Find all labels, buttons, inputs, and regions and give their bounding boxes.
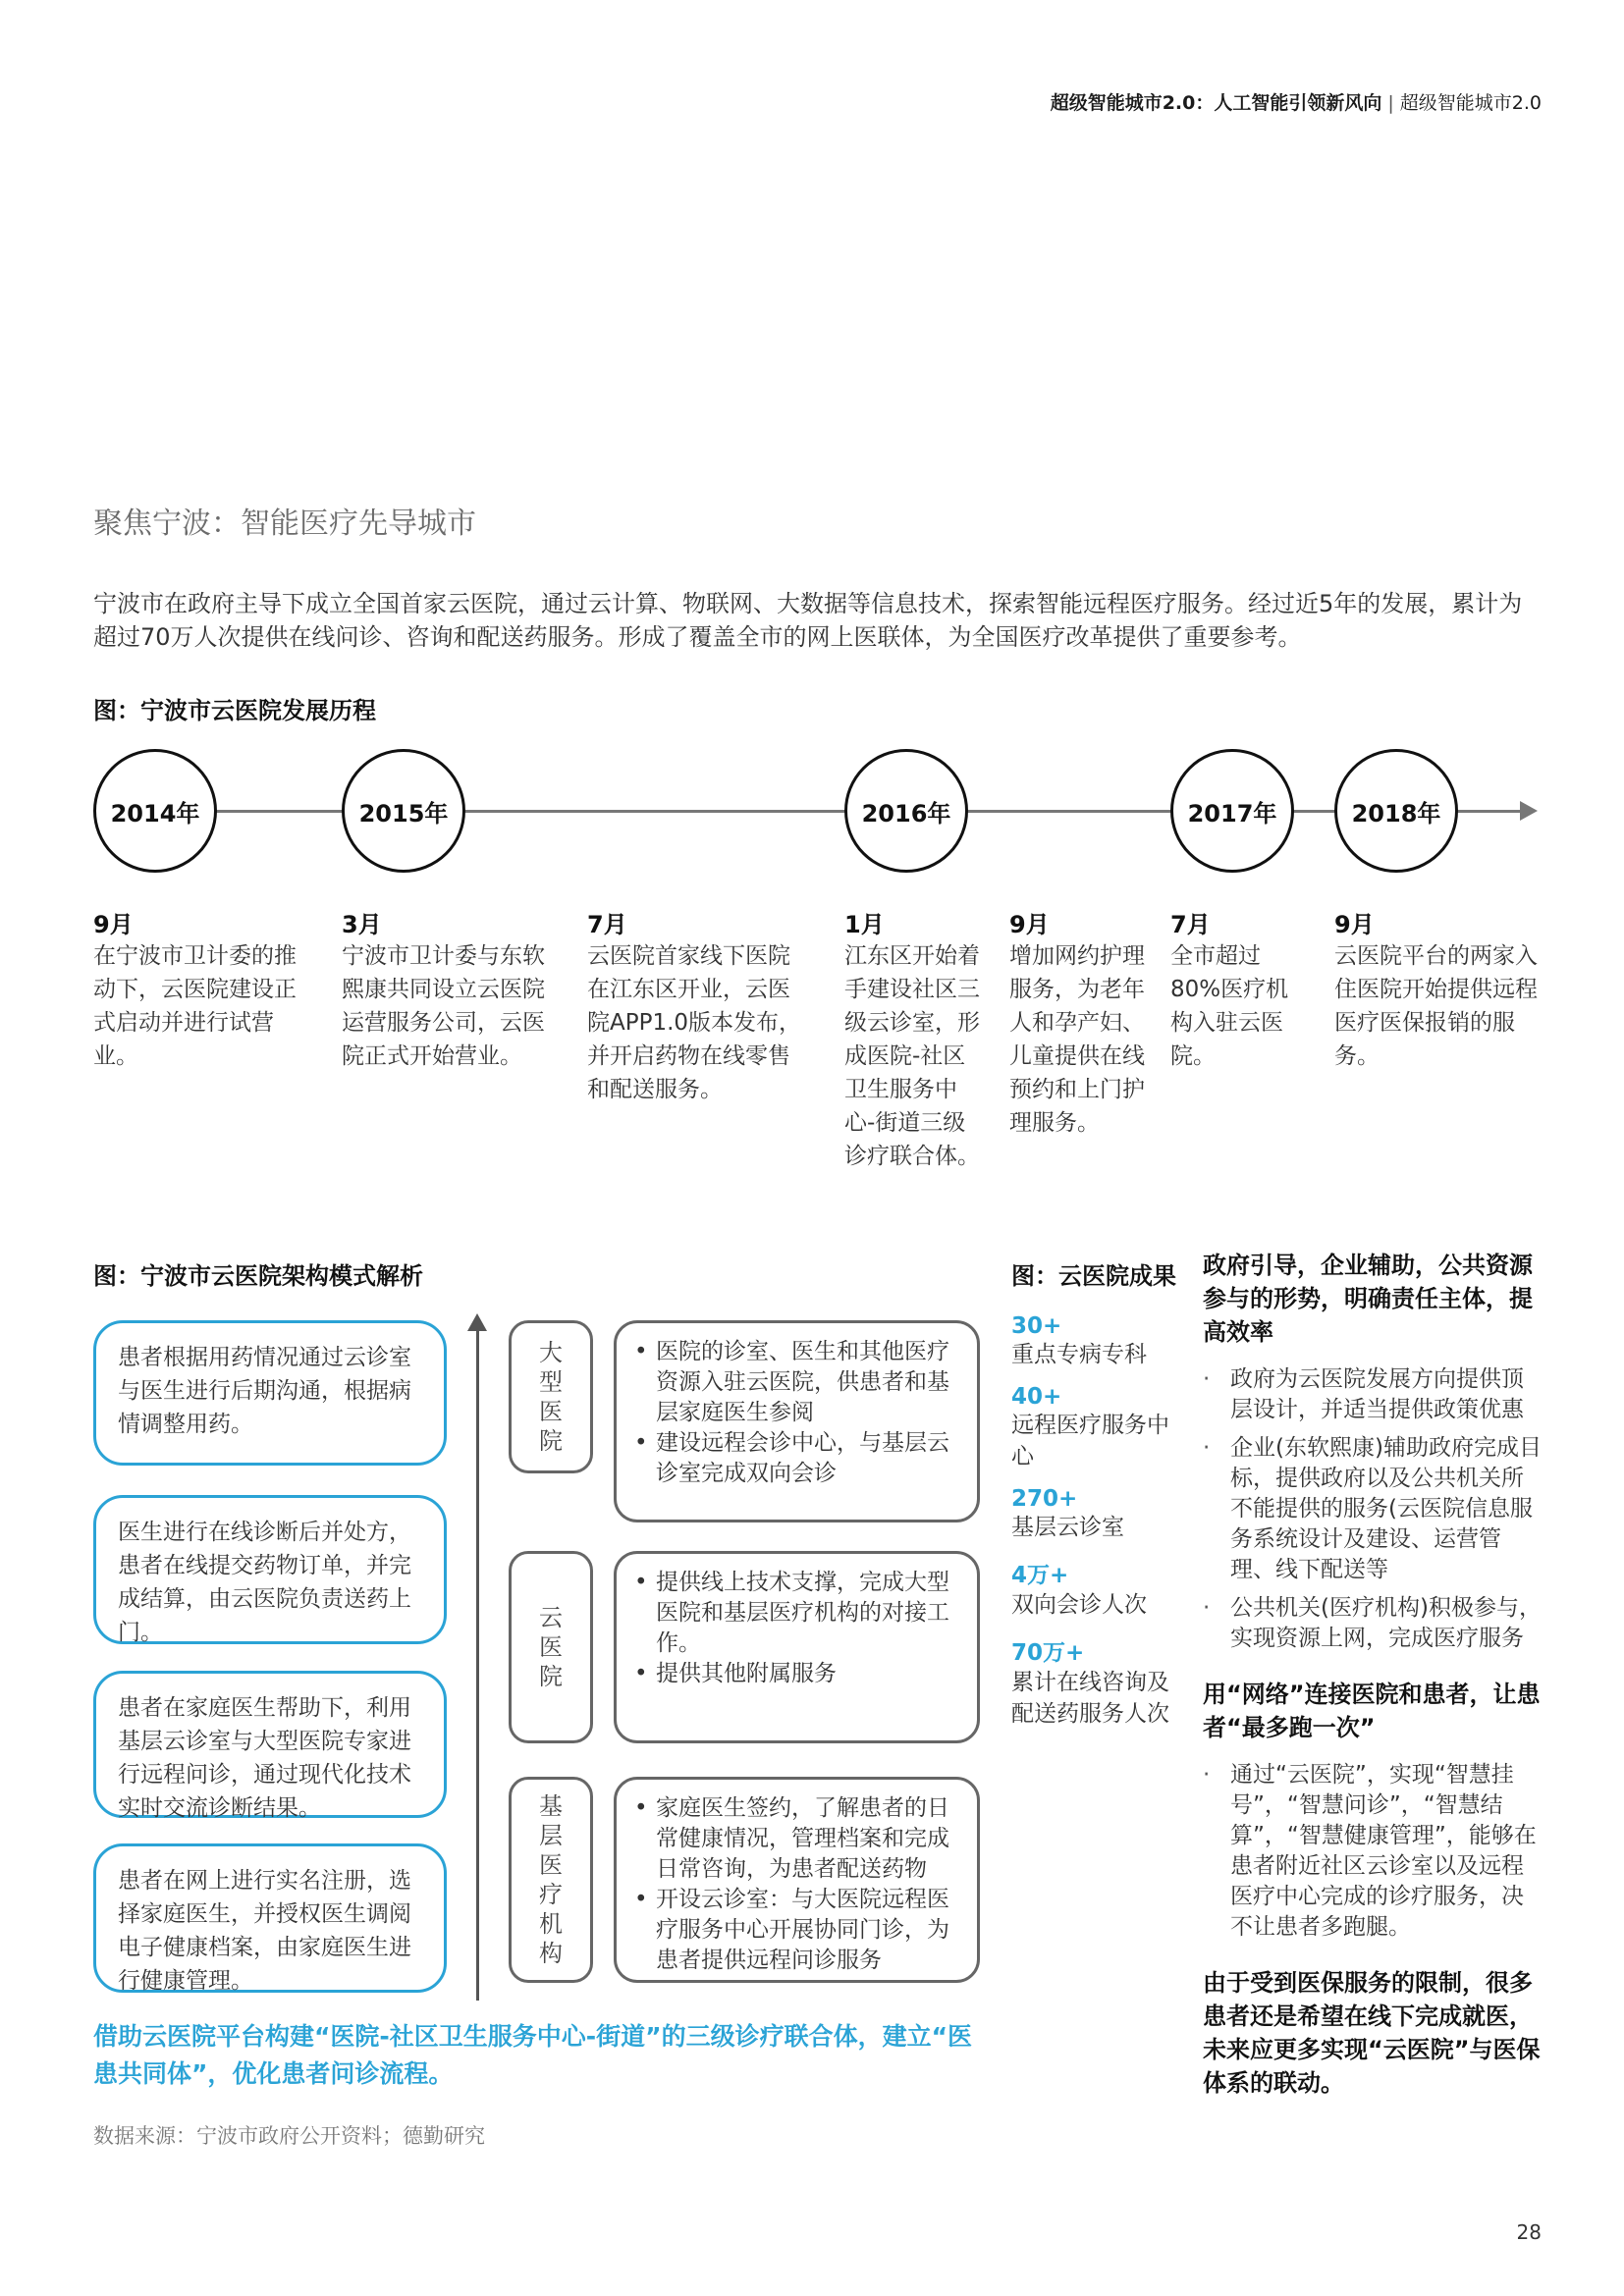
level-large-hospital: 大型医院 xyxy=(509,1320,593,1473)
results-title: 图：云医院成果 xyxy=(1011,1262,1176,1290)
event-month: 9月 xyxy=(93,911,134,938)
bullet-icon: • xyxy=(634,1887,648,1912)
bullet-icon: · xyxy=(1203,1595,1211,1621)
timeline-year-2017: 2017年 xyxy=(1170,749,1294,873)
result-label: 双向会诊人次 xyxy=(1011,1592,1147,1618)
page-number: 28 xyxy=(1516,2220,1542,2244)
bullet-icon: • xyxy=(634,1430,648,1456)
result-value: 270+ xyxy=(1011,1486,1078,1512)
results-list xyxy=(1011,1313,1188,1730)
right-heading-2: 用“网络”连接医院和患者，让患者“最多跑一次” xyxy=(1203,1681,1541,1741)
bullet-icon: • xyxy=(634,1339,648,1364)
event-month: 9月 xyxy=(1009,911,1050,938)
detail-item: 提供线上技术支撑，完成大型医院和基层医疗机构的对接工作。 xyxy=(656,1570,949,1656)
timeline-arrow-icon xyxy=(1520,801,1538,821)
right-item-text: 政府为云医院发展方向提供顶层设计，并适当提供政策优惠 xyxy=(1230,1366,1524,1422)
timeline-event xyxy=(587,905,808,1106)
header-separator: | xyxy=(1387,92,1394,114)
event-text: 云医院平台的两家入住医院开始提供远程医疗医保报销的服务。 xyxy=(1334,943,1538,1069)
timeline-event xyxy=(1009,905,1147,1140)
detail-item: 建设远程会诊中心，与基层云诊室完成双向会诊 xyxy=(656,1430,949,1486)
right-item xyxy=(1203,1593,1542,1654)
right-item-text: 公共机关(医疗机构)积极参与，实现资源上网，完成医疗服务 xyxy=(1230,1595,1542,1651)
bullet-icon: • xyxy=(634,1661,648,1686)
detail-primary-care xyxy=(614,1777,980,1983)
right-item xyxy=(1203,1433,1542,1585)
bullet-icon: · xyxy=(1203,1762,1211,1788)
detail-item: 提供其他附属服务 xyxy=(656,1661,837,1686)
detail-large-hospital xyxy=(614,1320,980,1522)
right-column xyxy=(1203,1249,1542,2100)
timeline-event xyxy=(1170,905,1308,1073)
timeline-event xyxy=(844,905,982,1173)
architecture-summary: 借助云医院平台构建“医院-社区卫生服务中心-街道”的三级诊疗联合体，建立“医患共同体”，优化患者问诊流程。 xyxy=(93,2022,973,2088)
architecture-title: 图：宁波市云医院架构模式解析 xyxy=(93,1262,423,1290)
header-title-light: 超级智能城市2.0 xyxy=(1399,92,1542,114)
result-item xyxy=(1011,1634,1188,1730)
event-month: 3月 xyxy=(342,911,382,938)
bullet-icon: · xyxy=(1203,1366,1211,1392)
timeline-year-2014: 2014年 xyxy=(93,749,217,873)
result-value: 70万+ xyxy=(1011,1640,1085,1666)
right-conclusion: 由于受到医保服务的限制，很多患者还是希望在线下完成就医，未来应更多实现“云医院”与医保体系的联动。 xyxy=(1203,1969,1541,2097)
result-value: 4万+ xyxy=(1011,1563,1069,1588)
timeline-event xyxy=(93,905,304,1073)
data-source: 数据来源：宁波市政府公开资料；德勤研究 xyxy=(93,2124,485,2148)
right-item-text: 通过“云医院”，实现“智慧挂号”，“智慧问诊”，“智慧结算”，“智慧健康管理”，能够在患者附近社区云诊室以及远程医疗中心完成的诊疗服务，决不让患者多跑腿。 xyxy=(1230,1762,1537,1940)
detail-item: 家庭医生签约，了解患者的日常健康情况，管理档案和完成日常咨询，为患者配送药物 xyxy=(656,1795,949,1882)
event-text: 江东区开始着手建设社区三级云诊室，形成医院-社区卫生服务中心-街道三级诊疗联合体。 xyxy=(844,943,980,1169)
level-cloud-hospital: 云医院 xyxy=(509,1551,593,1743)
patient-box: 患者在网上进行实名注册，选择家庭医生，并授权医生调阅电子健康档案，由家庭医生进行健康管理。 xyxy=(93,1843,447,1993)
right-heading-1: 政府引导，企业辅助，公共资源参与的形势，明确责任主体，提高效率 xyxy=(1203,1252,1533,1346)
event-month: 7月 xyxy=(1170,911,1211,938)
result-item xyxy=(1011,1557,1188,1621)
timeline-year-2016: 2016年 xyxy=(844,749,968,873)
patient-box: 患者在家庭医生帮助下，利用基层云诊室与大型医院专家进行远程问诊，通过现代化技术实时交流诊断结果。 xyxy=(93,1671,447,1818)
right-item xyxy=(1203,1760,1542,1943)
intro-paragraph: 宁波市在政府主导下成立全国首家云医院，通过云计算、物联网、大数据等信息技术，探索智能远程医疗服务。经过近5年的发展，累计为超过70万人次提供在线问诊、咨询和配送药服务。形成了覆盖全市的网上医联体，为全国医疗改革提供了重要参考。 xyxy=(93,590,1523,651)
patient-box: 患者根据用药情况通过云诊室与医生进行后期沟通，根据病情调整用药。 xyxy=(93,1320,447,1466)
header-title-bold: 超级智能城市2.0：人工智能引领新风向 xyxy=(1050,92,1382,114)
detail-item: 开设云诊室：与大医院远程医疗服务中心开展协同门诊，为患者提供远程问诊服务 xyxy=(656,1887,949,1973)
result-value: 30+ xyxy=(1011,1313,1062,1339)
timeline-title: 图：宁波市云医院发展历程 xyxy=(93,697,376,724)
right-item xyxy=(1203,1364,1542,1425)
detail-cloud-hospital xyxy=(614,1551,980,1743)
result-item xyxy=(1011,1384,1188,1472)
timeline-event xyxy=(342,905,563,1073)
timeline-year-2015: 2015年 xyxy=(342,749,465,873)
result-label: 基层云诊室 xyxy=(1011,1515,1124,1540)
event-text: 宁波市卫计委与东软熙康共同设立云医院运营服务公司，云医院正式开始营业。 xyxy=(342,943,545,1069)
right-item-text: 企业(东软熙康)辅助政府完成目标，提供政府以及公共机关所不能提供的服务(云医院信息服务系统设计及建设、运营管理、线下配送等 xyxy=(1230,1435,1542,1582)
result-item xyxy=(1011,1486,1188,1543)
result-item xyxy=(1011,1313,1188,1370)
event-text: 云医院首家线下医院在江东区开业，云医院APP1.0版本发布，并开启药物在线零售和配送服务。 xyxy=(587,943,802,1102)
bullet-icon: • xyxy=(634,1795,648,1821)
running-header xyxy=(1051,88,1542,115)
section-title: 聚焦宁波：智能医疗先导城市 xyxy=(93,507,476,541)
up-arrow-line xyxy=(476,1327,479,2001)
event-month: 1月 xyxy=(844,911,885,938)
detail-item: 医院的诊室、医生和其他医疗资源入驻云医院，供患者和基层家庭医生参阅 xyxy=(656,1339,949,1425)
event-text: 在宁波市卫计委的推动下，云医院建设正式启动并进行试营业。 xyxy=(93,943,297,1069)
event-text: 增加网约护理服务，为老年人和孕产妇、儿童提供在线预约和上门护理服务。 xyxy=(1009,943,1145,1136)
event-month: 9月 xyxy=(1334,911,1375,938)
timeline-year-2018: 2018年 xyxy=(1334,749,1458,873)
level-primary-care: 基层医疗机构 xyxy=(509,1777,593,1983)
event-text: 全市超过80%医疗机构入驻云医院。 xyxy=(1170,943,1289,1069)
timeline-event xyxy=(1334,905,1545,1073)
result-label: 重点专病专科 xyxy=(1011,1342,1147,1367)
bullet-icon: · xyxy=(1203,1435,1211,1461)
result-label: 远程医疗服务中心 xyxy=(1011,1413,1169,1469)
event-month: 7月 xyxy=(587,911,627,938)
result-value: 40+ xyxy=(1011,1384,1062,1410)
patient-box: 医生进行在线诊断后并处方，患者在线提交药物订单，并完成结算，由云医院负责送药上门。 xyxy=(93,1495,447,1644)
result-label: 累计在线咨询及配送药服务人次 xyxy=(1011,1670,1169,1727)
bullet-icon: • xyxy=(634,1570,648,1595)
